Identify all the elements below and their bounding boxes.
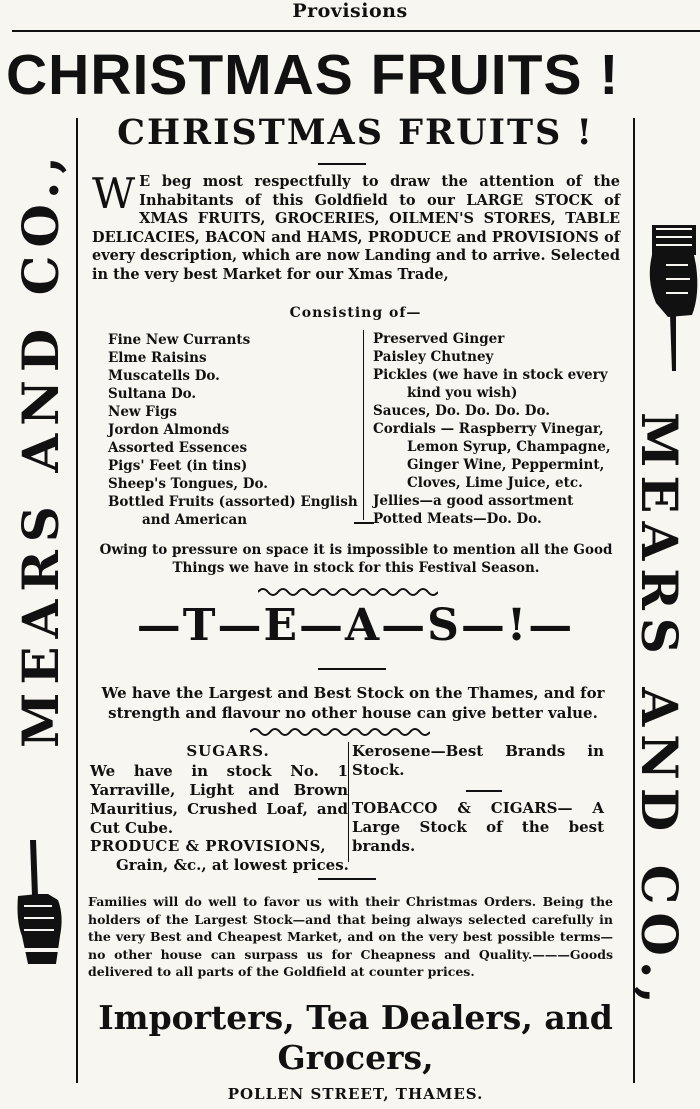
side-banner-left: MEARS AND CO.,: [11, 148, 70, 748]
items-list-left: [108, 331, 358, 529]
ad-title: CHRISTMAS FRUITS !: [117, 112, 594, 153]
section-heading: Provisions: [292, 0, 408, 22]
tea-statement: We have the Largest and Best Stock on the Thames, and for strength and flavour no other house can give better value.: [101, 684, 605, 722]
list-item: Muscatells Do.: [108, 368, 220, 384]
produce-text: Grain, &c., at lowest prices.: [116, 856, 349, 874]
items-list-right: [373, 330, 623, 528]
list-item: Cordials — Raspberry Vinegar,: [373, 421, 604, 437]
list-item: Pickles (we have in stock every: [373, 367, 608, 383]
list-item: Jordon Almonds: [108, 422, 230, 438]
list-item: kind you wish): [407, 385, 518, 401]
kerosene-rule: [466, 790, 502, 792]
owing-notice: Owing to pressure on space it is impossible to mention all the Good Things we have in stock for this Festival Season.: [99, 542, 613, 576]
list-item: Sauces, Do. Do. Do. Do.: [373, 403, 550, 419]
produce-heading: PRODUCE & PROVISIONS,: [90, 837, 327, 855]
list-item: Bottled Fruits (assorted) English: [108, 494, 358, 510]
importers-heading: Importers, Tea Dealers, and Grocers,: [98, 998, 613, 1077]
list-item: Jellies—a good assortment: [373, 493, 574, 509]
column-divider: [363, 330, 364, 520]
list-item: New Figs: [108, 404, 178, 420]
title-rule: [318, 163, 366, 165]
list-item: Pigs' Feet (in tins): [108, 458, 248, 474]
list-item: Preserved Ginger: [373, 331, 505, 347]
list-item: Assorted Essences: [108, 440, 248, 456]
pointing-hand-icon: [8, 836, 64, 966]
sugars-heading: SUGARS.: [186, 742, 270, 760]
list-item: Sultana Do.: [108, 386, 197, 402]
list-item: Paisley Chutney: [373, 349, 494, 365]
list-item: Fine New Currants: [108, 332, 251, 348]
list-item: Sheep's Tongues, Do.: [108, 476, 268, 492]
list-item: Ginger Wine, Peppermint,: [407, 457, 605, 473]
side-banner-right: MEARS AND CO.,: [630, 412, 689, 1012]
list-item: Cloves, Lime Juice, etc.: [407, 475, 583, 491]
families-notice: Families will do well to favor us with their Christmas Orders. Being the holders of the Largest Stock—and that being always selected carefully in the very Best and Cheapest Market, and on the very best possible terms—no other house can surpass us for Cheapness and Quality.———Goods delivered to all parts of the Goldfield at counter prices.: [88, 894, 613, 979]
section-rule: [318, 878, 376, 880]
list-item: Elme Raisins: [108, 350, 207, 366]
headline: CHRISTMAS FRUITS !: [6, 43, 620, 107]
address: POLLEN STREET, THAMES.: [227, 1085, 484, 1103]
drop-cap: W: [92, 169, 136, 218]
column-divider: [348, 742, 349, 862]
teas-rule: [318, 668, 386, 670]
list-item: and American: [142, 512, 248, 528]
tobacco-text: TOBACCO & CIGARS— A Large Stock of the best brands.: [352, 799, 604, 855]
sugars-text: We have in stock No. 1 Yarraville, Light and Brown Mauritius, Crushed Loaf, and Cut Cube.: [90, 762, 348, 837]
pointing-hand-icon: [646, 225, 700, 375]
teas-heading: —T—E—A—S—!—: [136, 600, 575, 651]
consisting-heading: Consisting of—: [289, 305, 422, 321]
wavy-divider: [250, 726, 430, 738]
wavy-divider: [258, 586, 438, 598]
kerosene-text: Kerosene—Best Brands in Stock.: [352, 742, 604, 779]
intro-text: E beg most respectfully to draw the attention of the Inhabitants of this Goldfield to our LARGE STOCK of XMAS FRUITS, GROCERIES, OILMEN'S STORES, TABLE DELICACIES, BACON and HAMS, PRODUCE and PROVISIONS of every description, which are now Landing and to arrive. Selected in the very best Market for our Xmas Trade,: [92, 173, 620, 283]
intro-paragraph: [92, 169, 620, 284]
list-item: Potted Meats—Do. Do.: [373, 511, 542, 527]
list-end-rule: [354, 522, 374, 524]
produce-block: [90, 837, 358, 875]
list-item: Lemon Syrup, Champagne,: [407, 439, 611, 455]
top-rule: [12, 30, 700, 32]
